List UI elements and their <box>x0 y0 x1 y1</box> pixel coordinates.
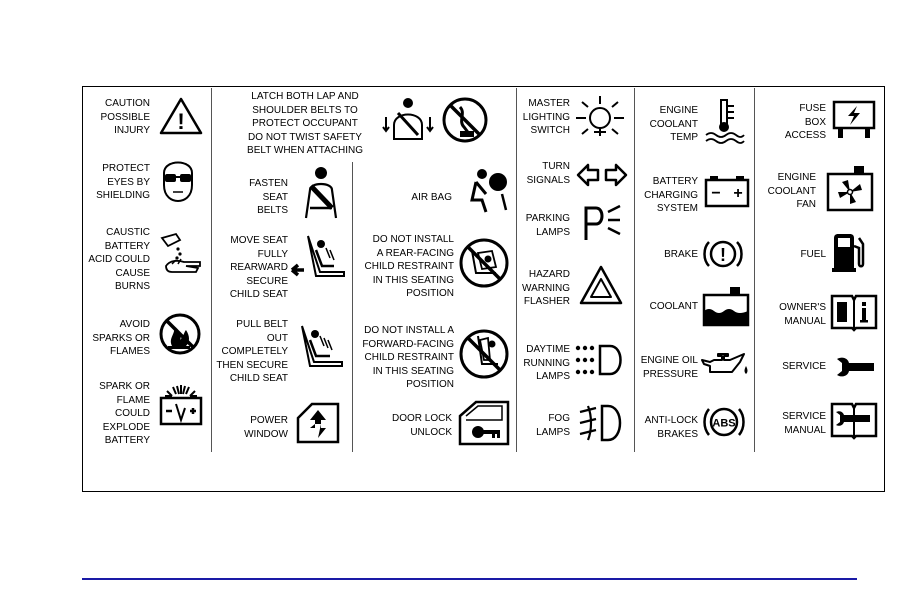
oil-pressure-label <box>634 354 698 381</box>
label-line: CAUSTIC <box>106 227 150 238</box>
label-line: SPARK OR <box>99 381 150 392</box>
parking-lamps-icon <box>580 202 624 244</box>
hazard-triangle-icon <box>578 264 624 306</box>
brake-warning-icon <box>702 234 744 274</box>
door-lock-icon <box>458 400 510 446</box>
face-shield-icon <box>158 153 198 203</box>
turn-signals-icon <box>576 162 628 188</box>
label-line: OWNER'S <box>779 302 826 313</box>
label-line: CAUTION <box>105 98 150 109</box>
label-line: PROTECT <box>102 163 150 174</box>
column-divider <box>352 162 353 452</box>
brake-label <box>636 248 698 262</box>
label-line: DAYTIME <box>526 344 570 355</box>
label-line: DOOR LOCK <box>391 413 452 424</box>
wrench-icon <box>834 356 876 378</box>
label-line: TEMP <box>670 132 698 143</box>
caution-triangle-icon <box>158 96 204 136</box>
label-line: AVOID <box>119 319 150 330</box>
owners-manual-icon <box>830 292 878 332</box>
service-label <box>764 360 826 374</box>
label-line: MASTER <box>528 98 570 109</box>
label-line: COULD <box>114 408 150 419</box>
fuse-box-icon <box>832 98 876 140</box>
label-line: EYES BY <box>107 176 150 188</box>
label-line: BELTS <box>257 205 288 216</box>
fog-lamps-label <box>512 412 570 439</box>
label-line: BURNS <box>114 281 150 292</box>
label-line: SECURE <box>246 275 288 287</box>
label-line: OUT <box>266 332 288 344</box>
master-lighting-label <box>512 97 570 138</box>
seat-belt-twist-icon <box>382 95 434 147</box>
parking-lamps-label <box>512 212 570 239</box>
coolant-temp-icon <box>704 98 744 144</box>
label-line: DO NOT TWIST SAFETY <box>248 131 362 143</box>
fuel-pump-icon <box>832 232 866 272</box>
column-divider <box>634 88 635 452</box>
label-line: RUNNING <box>523 357 570 369</box>
label-line: CHARGING <box>644 189 698 201</box>
label-line: POSITION <box>406 288 454 299</box>
label-line: COOLANT <box>649 118 698 130</box>
label-line: DO NOT INSTALL <box>372 234 454 245</box>
label-line: AIR BAG <box>411 192 452 203</box>
label-line: LAMPS <box>536 426 570 438</box>
protect-eyes-label <box>90 162 150 203</box>
acid-burn-hand-icon <box>156 232 206 276</box>
label-line: SHOULDER BELTS TO <box>252 104 358 116</box>
move-seat-label <box>222 234 288 302</box>
label-line: FUSE <box>799 103 826 114</box>
label-line: BATTERY <box>104 240 150 252</box>
column-divider <box>754 88 755 452</box>
label-line: FORWARD-FACING <box>362 338 454 350</box>
label-line: UNLOCK <box>410 426 452 438</box>
label-line: WINDOW <box>244 428 288 440</box>
label-line: PROTECT OCCUPANT <box>252 118 358 129</box>
label-line: THEN SECURE <box>216 359 288 371</box>
power-window-icon <box>296 402 340 444</box>
label-line: POSSIBLE <box>100 111 150 123</box>
label-line: FLAME <box>116 394 150 406</box>
label-line: LATCH BOTH LAP AND <box>251 91 359 102</box>
label-line: SYSTEM <box>656 203 698 214</box>
service-manual-label <box>764 410 826 437</box>
oil-can-icon <box>700 350 752 380</box>
label-line: LAMPS <box>536 226 570 238</box>
label-line: A REAR-FACING <box>376 247 454 259</box>
label-line: CHILD RESTRAINT <box>364 352 454 363</box>
seat-belt-icon <box>296 164 348 220</box>
label-line: COOLANT <box>767 185 816 197</box>
label-line: ANTI-LOCK <box>644 415 698 426</box>
label-line: SPARKS OR <box>92 332 150 344</box>
battery-minus: − <box>711 185 721 202</box>
coolant-temp-label <box>636 104 698 145</box>
brake-exclamation: ! <box>720 245 726 265</box>
child-seat-rearward-icon <box>290 232 350 282</box>
battery-plus: + <box>733 185 743 202</box>
label-line: EXPLODE <box>102 421 150 433</box>
label-line: ENGINE <box>777 172 816 183</box>
spark-flame-label <box>84 380 150 448</box>
label-line: TURN <box>542 161 570 172</box>
label-line: SERVICE <box>782 411 826 422</box>
owners-manual-label <box>764 301 826 328</box>
battery-charging-label <box>636 175 698 216</box>
label-line: BOX <box>804 116 826 128</box>
master-lighting-icon <box>574 92 630 142</box>
caution-label <box>90 97 150 138</box>
label-line: BRAKES <box>657 428 698 440</box>
air-bag-label <box>370 191 452 205</box>
label-line: PULL BELT <box>236 319 288 330</box>
label-line: POWER <box>250 415 288 426</box>
service-manual-icon <box>830 400 878 440</box>
label-line: BELT WHEN ATTACHING <box>247 145 363 156</box>
label-line: MANUAL <box>784 315 826 327</box>
label-line: MOVE SEAT <box>230 235 288 246</box>
label-line: HAZARD <box>528 269 570 280</box>
anti-lock-label <box>636 414 698 441</box>
label-line: SERVICE <box>782 361 826 372</box>
coolant-fan-icon <box>822 164 878 212</box>
label-line: PRESSURE <box>642 368 698 380</box>
caustic-acid-label <box>80 226 150 294</box>
abs-icon <box>702 402 746 442</box>
label-line: FASTEN <box>249 178 288 189</box>
label-line: SEAT <box>262 191 288 203</box>
label-line: FOG <box>548 413 570 424</box>
label-line: FULLY <box>257 248 288 260</box>
label-line: ENGINE <box>659 105 698 116</box>
fuel-label <box>764 248 826 262</box>
label-line: INJURY <box>114 125 150 136</box>
label-line: DO NOT INSTALL A <box>364 325 454 336</box>
child-seat-belt-icon <box>296 322 350 372</box>
daytime-running-lamps-icon <box>574 342 628 378</box>
coolant-label <box>636 300 698 314</box>
label-line: FAN <box>796 199 816 210</box>
coolant-fan-label <box>764 171 816 212</box>
label-line: COMPLETELY <box>221 346 288 357</box>
label-line: REARWARD <box>230 262 288 273</box>
label-line: LIGHTING <box>522 111 570 123</box>
label-line: SWITCH <box>530 125 570 136</box>
avoid-sparks-label <box>84 318 150 359</box>
pull-belt-label <box>214 318 288 386</box>
label-line: CHILD SEAT <box>229 373 288 384</box>
label-line: MANUAL <box>784 424 826 436</box>
power-window-label <box>230 414 288 441</box>
no-rear-child-seat-icon <box>458 237 510 289</box>
label-line: BATTERY <box>652 176 698 187</box>
label-line: LAMPS <box>536 371 570 382</box>
air-bag-icon <box>460 166 510 214</box>
hazard-flasher-label <box>512 268 570 309</box>
battery-explosion-icon <box>156 384 206 428</box>
no-flame-icon <box>158 312 202 356</box>
label-line: CHILD RESTRAINT <box>364 261 454 272</box>
column-divider <box>211 88 212 452</box>
turn-signals-label <box>512 160 570 187</box>
label-line: POSITION <box>406 379 454 390</box>
label-line: WARNING <box>522 282 570 294</box>
daytime-lamps-label <box>512 343 570 384</box>
no-forward-child-seat-icon <box>458 328 510 380</box>
fasten-belts-label <box>230 177 288 218</box>
label-line: SHIELDING <box>96 190 150 201</box>
door-lock-label <box>380 412 452 439</box>
label-line: IN THIS SEATING <box>372 365 454 377</box>
label-line: PARKING <box>525 213 570 224</box>
label-line: ACID COULD <box>88 254 150 265</box>
caution-exclamation: ! <box>177 109 185 134</box>
label-line: FLAMES <box>109 346 150 357</box>
label-line: SIGNALS <box>526 174 570 186</box>
label-line: ENGINE OIL <box>640 355 698 366</box>
fog-lamps-icon <box>576 402 628 444</box>
no-rear-facing-label <box>356 233 454 301</box>
label-line: CHILD SEAT <box>229 289 288 300</box>
label-line: COOLANT <box>649 301 698 312</box>
label-line: FUEL <box>800 249 826 260</box>
no-forward-facing-label <box>354 324 454 392</box>
label-line: BRAKE <box>664 249 698 260</box>
label-line: IN THIS SEATING <box>372 274 454 286</box>
latch-belts-label <box>240 90 370 158</box>
fuse-box-label <box>764 102 826 143</box>
label-line: FLASHER <box>523 296 570 307</box>
abs-text: ABS <box>712 417 736 430</box>
label-line: BATTERY <box>104 435 150 446</box>
page-bottom-rule <box>82 578 857 580</box>
label-line: ACCESS <box>784 130 826 141</box>
no-twisted-belt-icon <box>440 95 490 145</box>
battery-icon <box>704 174 750 208</box>
coolant-reservoir-icon <box>702 285 750 327</box>
label-line: CAUSE <box>115 267 150 279</box>
